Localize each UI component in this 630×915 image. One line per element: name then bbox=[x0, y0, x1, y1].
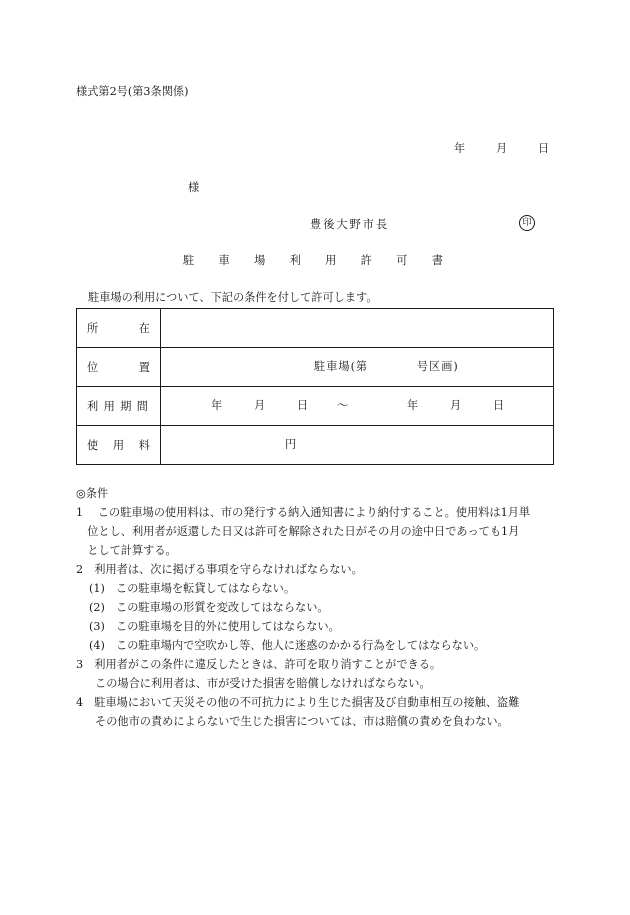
table-row bbox=[77, 309, 554, 348]
date-day: 日 bbox=[538, 142, 550, 155]
position-label: 位 置 bbox=[77, 348, 161, 387]
conditions-heading: ◎条件 bbox=[76, 487, 109, 500]
condition-line: として計算する。 bbox=[76, 544, 177, 557]
intro-text: 駐車場の利用について、下記の条件を付して許可します。 bbox=[88, 291, 378, 304]
condition-line: (4) この駐車場内で空吹かし等、他人に迷惑のかかる行為をしてはならない。 bbox=[89, 639, 486, 652]
condition-line: 2 利用者は、次に掲げる事項を守らなければならない。 bbox=[76, 563, 363, 576]
condition-line: (2) この駐車場の形質を変改してはならない。 bbox=[89, 601, 329, 614]
seal-mark: 印 bbox=[519, 215, 535, 231]
period-value: 年 月 日 ～ 年 月 日 bbox=[161, 387, 554, 426]
issuer: 豊後大野市長 bbox=[310, 218, 390, 231]
condition-line: 位とし、利用者が返還した日又は許可を解除された日がその月の途中日であっても1月 bbox=[76, 525, 520, 538]
title-char: 可 bbox=[396, 254, 408, 267]
location-label: 所 在 bbox=[77, 309, 161, 348]
date-year: 年 bbox=[454, 142, 466, 155]
period-label: 利 用 期 間 bbox=[77, 387, 161, 426]
title-char: 用 bbox=[325, 254, 337, 267]
table-row bbox=[77, 348, 554, 387]
table-row bbox=[77, 426, 554, 465]
title-char: 場 bbox=[254, 254, 266, 267]
title-char: 利 bbox=[289, 254, 301, 267]
permit-table bbox=[76, 308, 554, 465]
condition-line: 1 この駐車場の使用料は、市の発行する納入通知書により納付すること。使用料は1月単 bbox=[76, 506, 531, 519]
condition-line: (1) この駐車場を転貸してはならない。 bbox=[89, 582, 296, 595]
title-char: 車 bbox=[218, 254, 230, 267]
location-value bbox=[161, 309, 554, 348]
title-char: 許 bbox=[360, 254, 372, 267]
condition-line: (3) この駐車場を目的外に使用してはならない。 bbox=[89, 620, 340, 633]
condition-line: 3 利用者がこの条件に違反したときは、許可を取り消すことができる。 bbox=[76, 658, 442, 671]
title-char: 書 bbox=[431, 254, 443, 267]
table-row bbox=[77, 387, 554, 426]
addressee-suffix: 様 bbox=[188, 181, 200, 194]
fee-value: 円 bbox=[161, 426, 554, 465]
condition-line: 4 駐車場において天災その他の不可抗力により生じた損害及び自動車相互の接触、盗難 bbox=[76, 696, 520, 709]
document-title bbox=[183, 255, 443, 266]
date-month: 月 bbox=[496, 142, 508, 155]
form-number: 様式第2号(第3条関係) bbox=[76, 85, 189, 98]
title-char: 駐 bbox=[183, 254, 195, 267]
fee-label: 使 用 料 bbox=[77, 426, 161, 465]
condition-line: その他市の責めによらないで生じた損害については、市は賠償の責めを負わない。 bbox=[95, 715, 509, 728]
condition-line: この場合に利用者は、市が受けた損害を賠償しなければならない。 bbox=[95, 677, 431, 690]
position-value: 駐車場(第 号区画) bbox=[161, 348, 554, 387]
